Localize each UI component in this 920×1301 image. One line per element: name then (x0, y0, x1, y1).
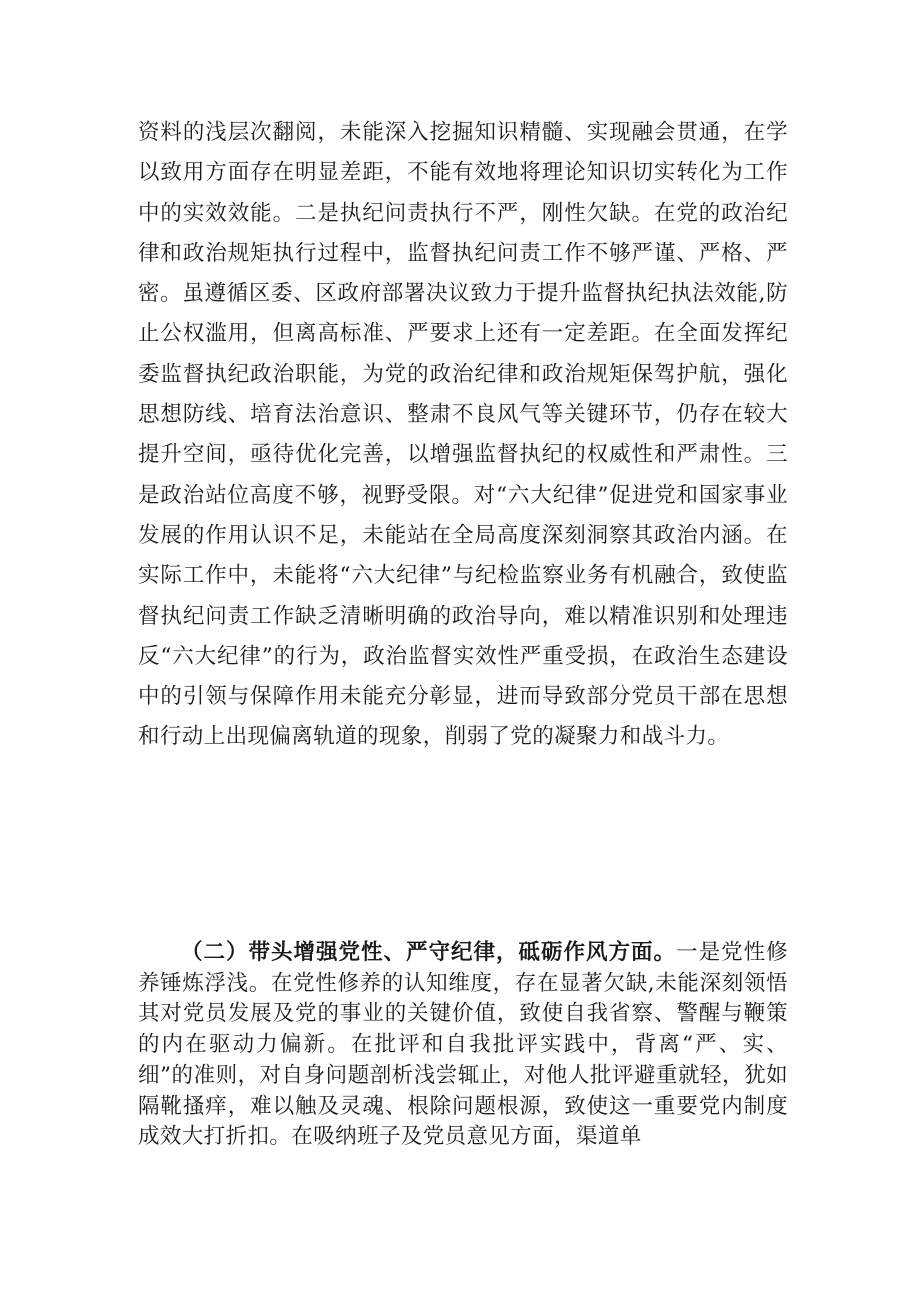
section-heading: （二）带头增强党性、严守纪律，砥砺作风方面。 (181, 940, 677, 965)
body-paragraph-2 (138, 938, 788, 1153)
section-body-text: 一是党性修养锤炼浮浅。在党性修养的认知维度，存在显著欠缺,未能深刻领悟其对党员发展及党的事业的关键价值，致使自我省察、警醒与鞭策的内在驱动力偏新。在批评和自我批评实践中，背离“严、实、细”的准则，对自身问题剖析浅尝辄止，对他人批评避重就轻，犹如隔靴搔痒，难以触及灵魂、根除问题根源，致使这一重要党内制度成效大打折扣。在吸纳班子及党员意见方面，渠道单 (138, 940, 788, 1150)
body-paragraph-1: 资料的浅层次翻阅，未能深入挖掘知识精髓、实现融会贯通，在学以致用方面存在明显差距，不能有效地将理论知识切实转化为工作中的实效效能。二是执纪问责执行不严，刚性欠缺。在党的政治纪律和政治规矩执行过程中，监督执纪问责工作不够严谨、严格、严密。虽遵循区委、区政府部署决议致力于提升监督执纪执法效能,防止公权滥用，但离高标准、严要求上还有一定差距。在全面发挥纪委监督执纪政治职能，为党的政治纪律和政治规矩保驾护航，强化思想防线、培育法治意识、整肃不良风气等关键环节，仍存在较大提升空间，亟待优化完善，以增强监督执纪的权威性和严肃性。三是政治站位高度不够，视野受限。对“六大纪律”促进党和国家事业发展的作用认识不足，未能站在全局高度深刻洞察其政治内涵。在实际工作中，未能将“六大纪律”与纪检监察业务有机融合，致使监督执纪问责工作缺乏清晰明确的政治导向，难以精准识别和处理违反“六大纪律”的行为，政治监督实效性严重受损，在政治生态建设中的引领与保障作用未能充分彰显，进而导致部分党员干部在思想和行动上出现偏离轨道的现象，削弱了党的凝聚力和战斗力。 (138, 120, 788, 750)
